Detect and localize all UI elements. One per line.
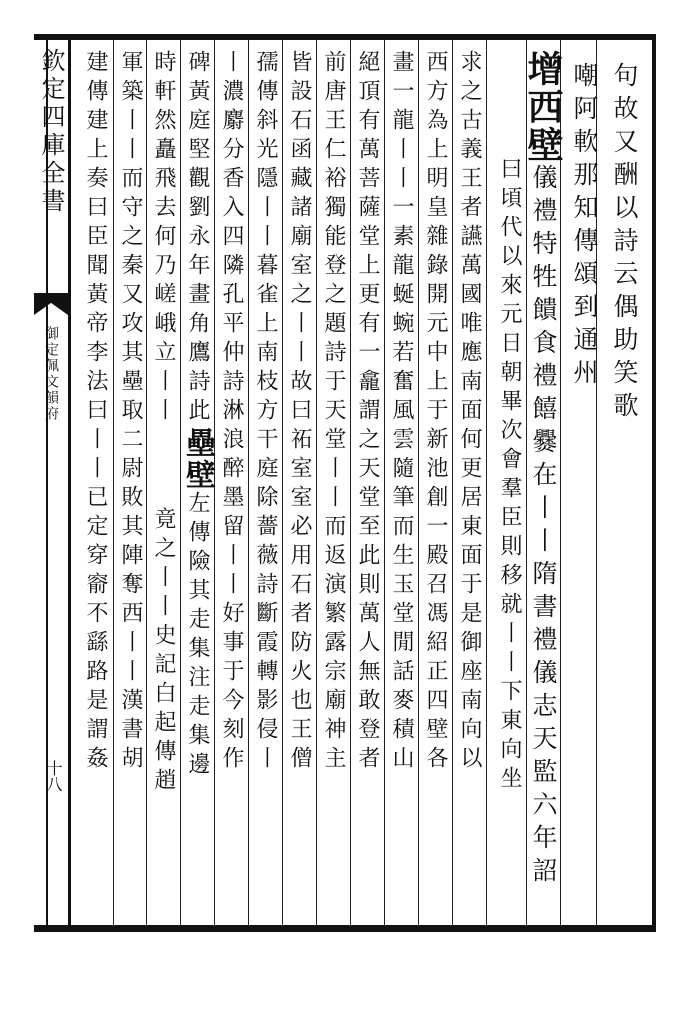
text-column: 西方為上明皇雜錄開元中上于新池創一殿召馮紹正四壁各	[423, 50, 448, 775]
text-column: 軍築丨丨而守之秦又攻其壘取二尉敗其陣奪西丨丨漢書胡	[118, 50, 143, 775]
text-column: 絕頂有萬菩薩堂上更有一龕謂之天堂至此則萬人無敢登者	[355, 50, 380, 775]
right-border	[652, 34, 656, 932]
text-column: 建傳建上奏曰臣聞黃帝李法曰丨丨已定穿窬不繇路是謂姦	[83, 50, 108, 775]
text-column: 求之古義王者讌萬國唯應南面何更居東面于是御座南向以	[457, 50, 482, 775]
text-column: 句故又酬以詩云偶助笑歌	[610, 62, 639, 425]
column-rule	[486, 40, 487, 925]
text-column: 孺傳斜光隱丨丨暮雀上南枝方干庭除薔薇詩斷霞轉影侵丨	[253, 50, 278, 775]
fold-margin-subtitle: 御定佩文韻府	[43, 326, 59, 422]
top-border	[34, 34, 655, 40]
text-column: 時軒然矗飛去何乃嵯峨立丨丨竟之丨丨史記白起傳趙	[151, 50, 176, 797]
fold-margin-title: 欽定四庫全書	[37, 48, 65, 216]
fishtail-mark	[34, 293, 68, 315]
text-column: 皆設石函藏諸廟室之丨丨故曰祏室室必用石者防火也王僧	[287, 50, 312, 775]
fold-margin-border	[68, 34, 71, 932]
text-column: 嘲阿軟那知傳頌到通州	[570, 62, 599, 392]
page-number: 十八	[44, 760, 63, 792]
text-column: 曰頃代以來元日朝畢次會羣臣則移就丨丨下東向坐	[497, 157, 522, 795]
text-column: 碑黃庭堅觀劉永年畫角鷹詩此壘壁左傳險其走集注走集邊	[180, 50, 215, 781]
entry-heading: 增西壁	[522, 50, 564, 164]
entry-heading: 壘壁	[180, 427, 215, 491]
text-column: 畫一龍丨丨一素龍蜒蜿若奮風雲隨筆而生玉堂閒話麥積山	[389, 50, 414, 775]
text-column: 前唐王仁裕獨能登之題詩于天堂丨丨而返演繁露宗廟神主	[321, 50, 346, 775]
text-column: 丨濃麝分香入四隣孔平仲詩淋浪醉墨留丨丨好事于今刻作	[219, 50, 244, 775]
text-column: 增西壁儀禮特牲饋食禮饎爨在丨丨隋書禮儀志天監六年詔	[522, 50, 564, 890]
